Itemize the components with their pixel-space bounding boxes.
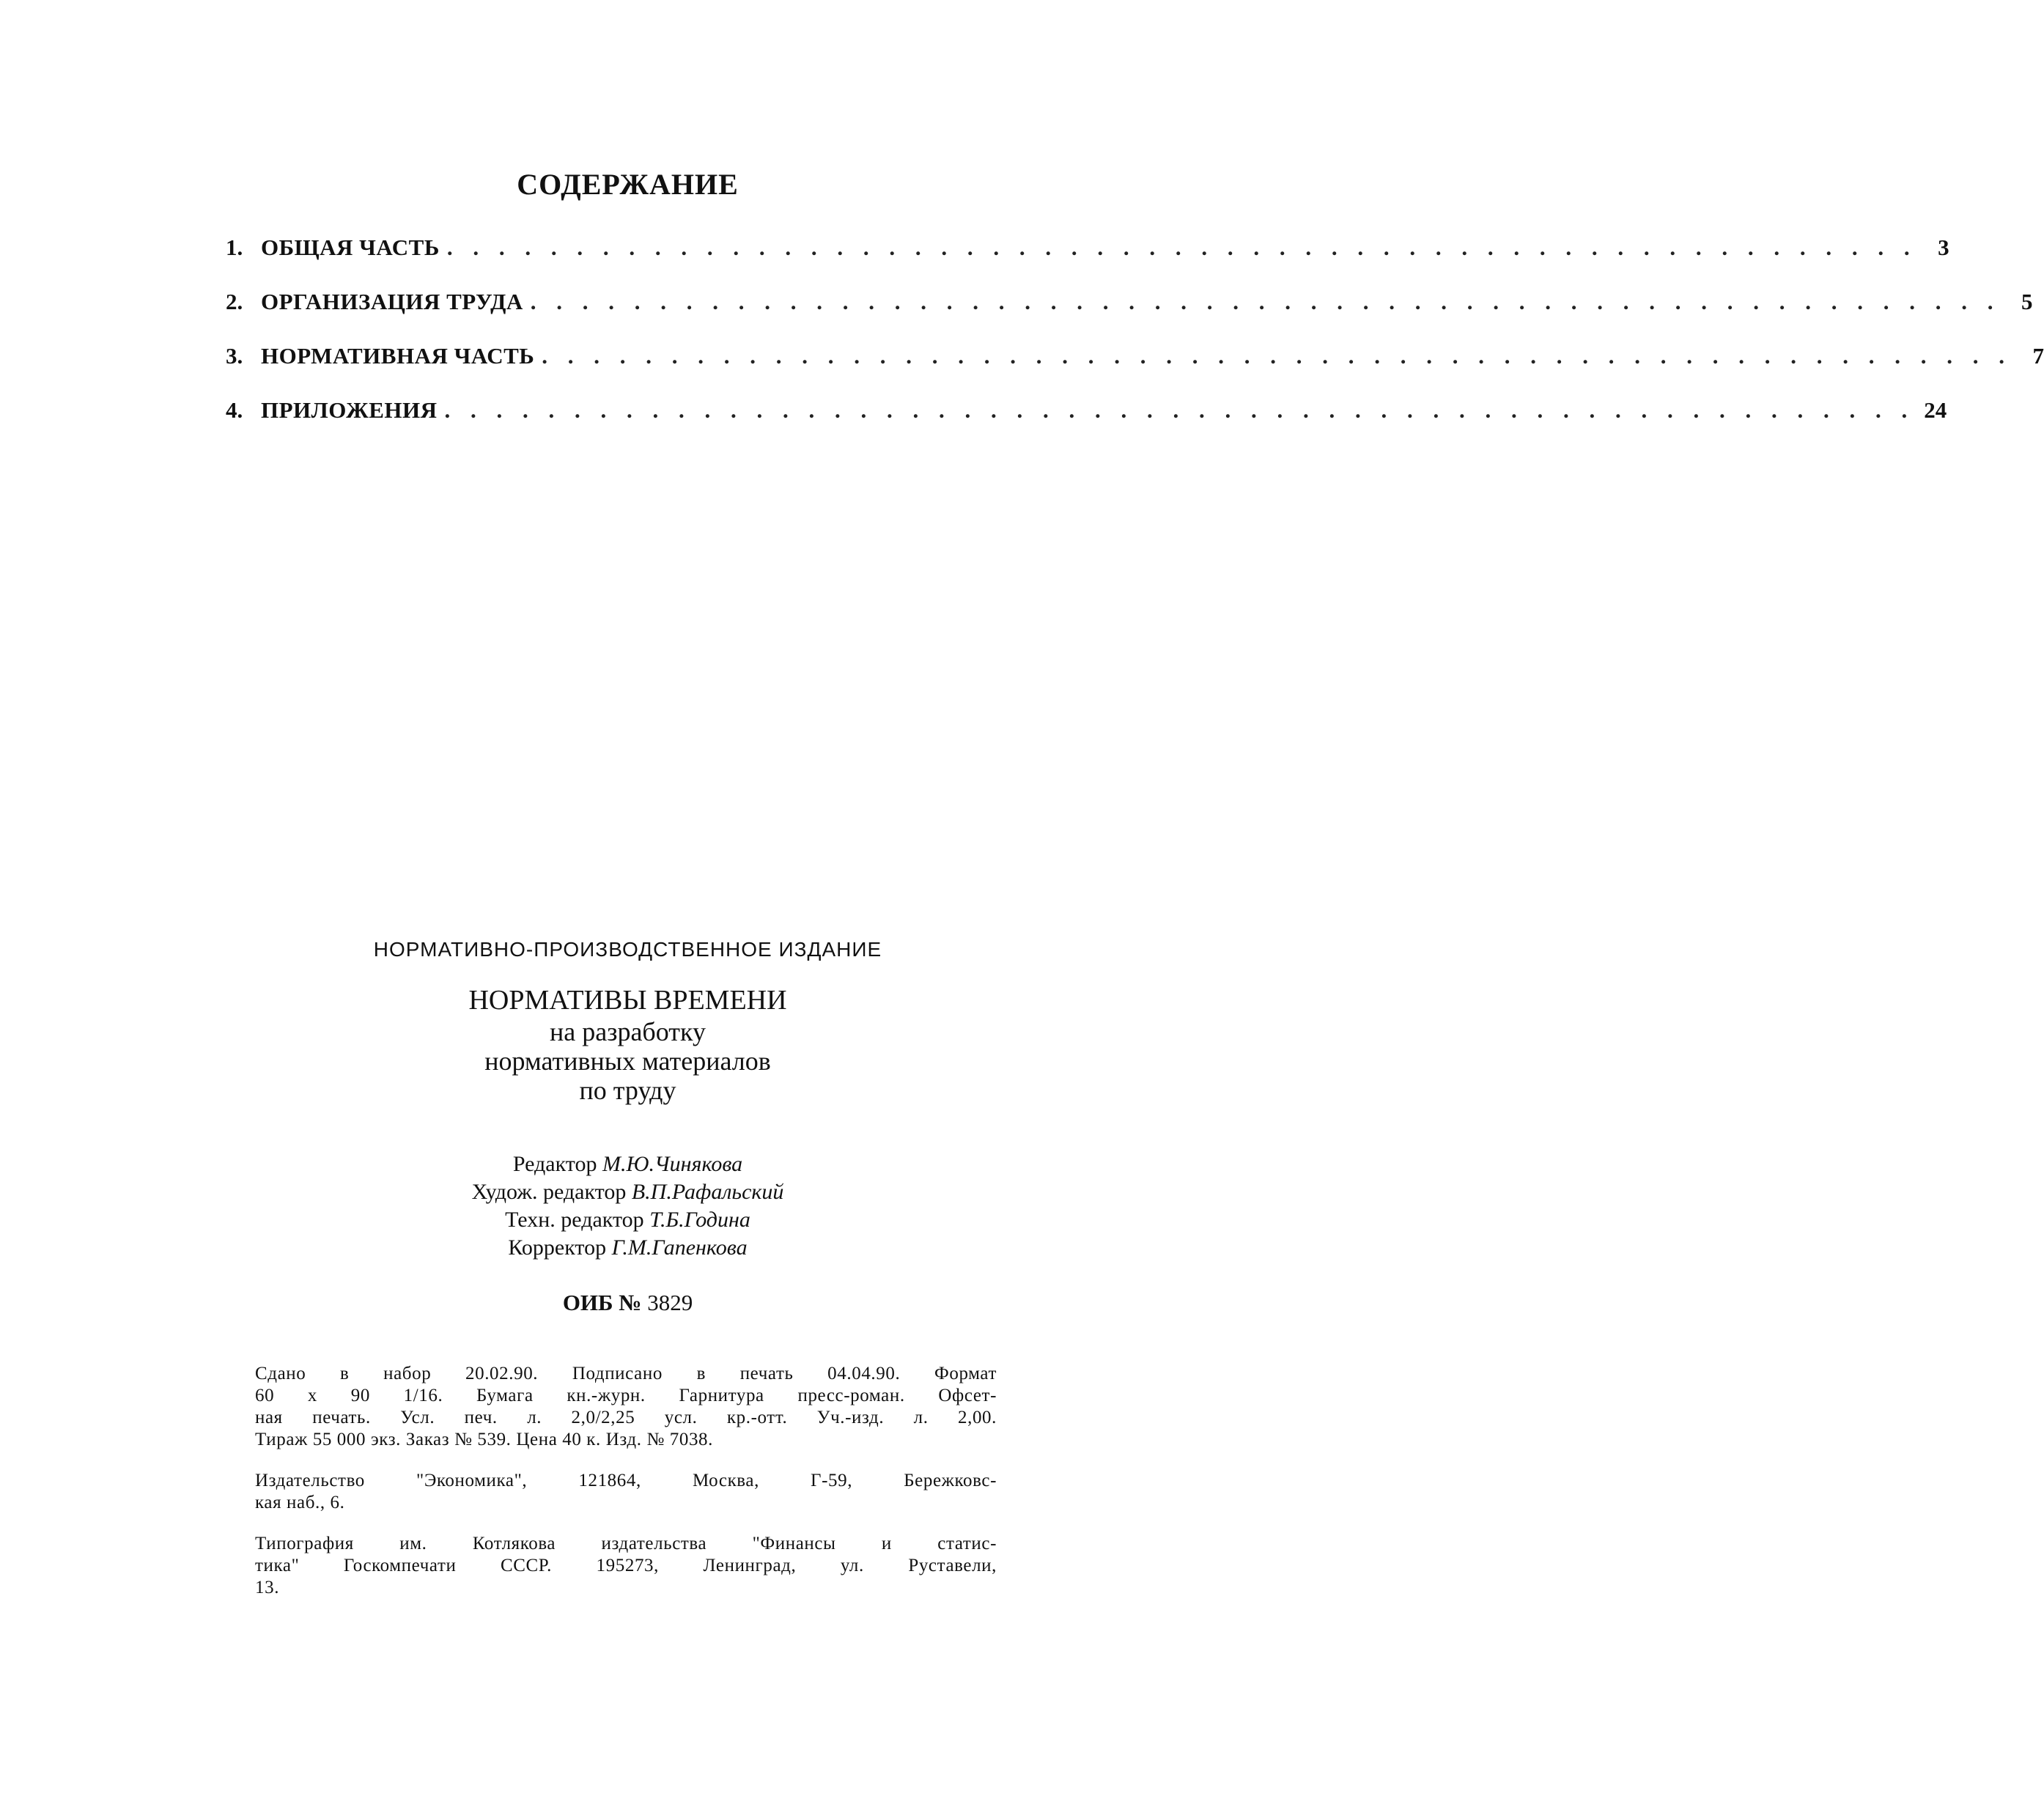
printer-info (255, 1533, 997, 1599)
credit-role: Корректор (508, 1235, 607, 1260)
credit-line (0, 1178, 1255, 1206)
credit-line (0, 1234, 1255, 1262)
toc-entry-number: 2. (226, 289, 243, 314)
credit-person: В.П.Рафальский (631, 1180, 784, 1204)
credit-line (0, 1206, 1255, 1234)
book-subtitle-line: по труду (579, 1076, 676, 1105)
toc-leader-dots: . . . . . . . . . . . . . . . . . . . . . . . . . . . . . . . . . . . . . . . . . . . . . . . . . . . . . . . . . (446, 234, 1917, 260)
credit-person: М.Ю.Чинякова (602, 1152, 743, 1176)
book-subtitle-line: нормативных материалов (484, 1046, 771, 1076)
toc-entry-page: 24 (1924, 397, 1947, 423)
credit-line (0, 1150, 1255, 1178)
book-subtitle (0, 1017, 1255, 1105)
publisher-line: кая наб., 6. (255, 1493, 345, 1512)
toc-entry-label: ОБЩАЯ ЧАСТЬ (261, 234, 440, 260)
oib-label: ОИБ № (562, 1290, 642, 1315)
toc-list (226, 234, 2044, 451)
toc-entry-label: ОРГАНИЗАЦИЯ ТРУДА (261, 289, 523, 314)
oib-value: 3829 (647, 1290, 693, 1315)
print-info-line: Тираж 55 000 экз. Заказ № 539. Цена 40 к. Изд. № 7038. (255, 1430, 714, 1449)
toc-entry-label: НОРМАТИВНАЯ ЧАСТЬ (261, 343, 535, 369)
publisher-line: Издательство "Экономика", 121864, Москва, Г-59, Бережковс- (255, 1471, 997, 1490)
book-subtitle-line: на разработку (550, 1017, 706, 1046)
toc-entry-page: 7 (2032, 343, 2044, 369)
publisher-info (255, 1470, 997, 1514)
toc-entry-number: 4. (226, 397, 243, 423)
toc-entry[interactable] (226, 289, 2033, 343)
edition-type: НОРМАТИВНО-ПРОИЗВОДСТВЕННОЕ ИЗДАНИЕ (373, 938, 882, 961)
toc-entry-page: 3 (1938, 234, 1949, 260)
printer-line: тика" Госкомпечати СССР. 195273, Ленинград, ул. Руставели, (255, 1556, 997, 1575)
print-info (255, 1363, 997, 1451)
credit-person: Г.М.Гапенкова (611, 1235, 748, 1260)
print-info-line: ная печать. Усл. печ. л. 2,0/2,25 усл. кр.-отт. Уч.-изд. л. 2,00. (255, 1408, 997, 1427)
publication-info (255, 1363, 997, 1618)
book-title: НОРМАТИВЫ ВРЕМЕНИ (468, 985, 787, 1016)
printer-line: 13. (255, 1578, 280, 1597)
toc-entry-label: ПРИЛОЖЕНИЯ (261, 397, 438, 423)
printer-line: Типография им. Котлякова издательства "Финансы и статис- (255, 1534, 997, 1553)
oib-number (0, 1290, 1255, 1316)
toc-entry-number: 3. (226, 343, 243, 369)
print-info-line: 60 х 90 1/16. Бумага кн.-журн. Гарнитура пресс-роман. Офсет- (255, 1386, 997, 1405)
toc-entry[interactable] (226, 343, 2044, 397)
toc-leader-dots: . . . . . . . . . . . . . . . . . . . . . . . . . . . . . . . . . . . . . . . . . . . . . . . . . . . . . . . . . (530, 289, 2001, 314)
print-info-line: Сдано в набор 20.02.90. Подписано в печать 04.04.90. Формат (255, 1364, 997, 1383)
credit-role: Худож. редактор (471, 1180, 627, 1204)
toc-title: СОДЕРЖАНИЕ (517, 168, 739, 201)
toc-entry[interactable] (226, 397, 1947, 451)
toc-leader-dots: . . . . . . . . . . . . . . . . . . . . . . . . . . . . . . . . . . . . . . . . . . . . . . . . . . . . . . . . . (444, 397, 1915, 423)
toc-entry-number: 1. (226, 234, 243, 260)
toc-entry[interactable] (226, 234, 1949, 289)
credit-person: Т.Б.Година (649, 1208, 750, 1232)
toc-entry-page: 5 (2021, 289, 2033, 314)
toc-leader-dots: . . . . . . . . . . . . . . . . . . . . . . . . . . . . . . . . . . . . . . . . . . . . . . . . . . . . . . . . . (542, 343, 2012, 369)
credits (0, 1150, 1255, 1262)
credit-role: Редактор (512, 1152, 597, 1176)
credit-role: Техн. редактор (505, 1208, 644, 1232)
